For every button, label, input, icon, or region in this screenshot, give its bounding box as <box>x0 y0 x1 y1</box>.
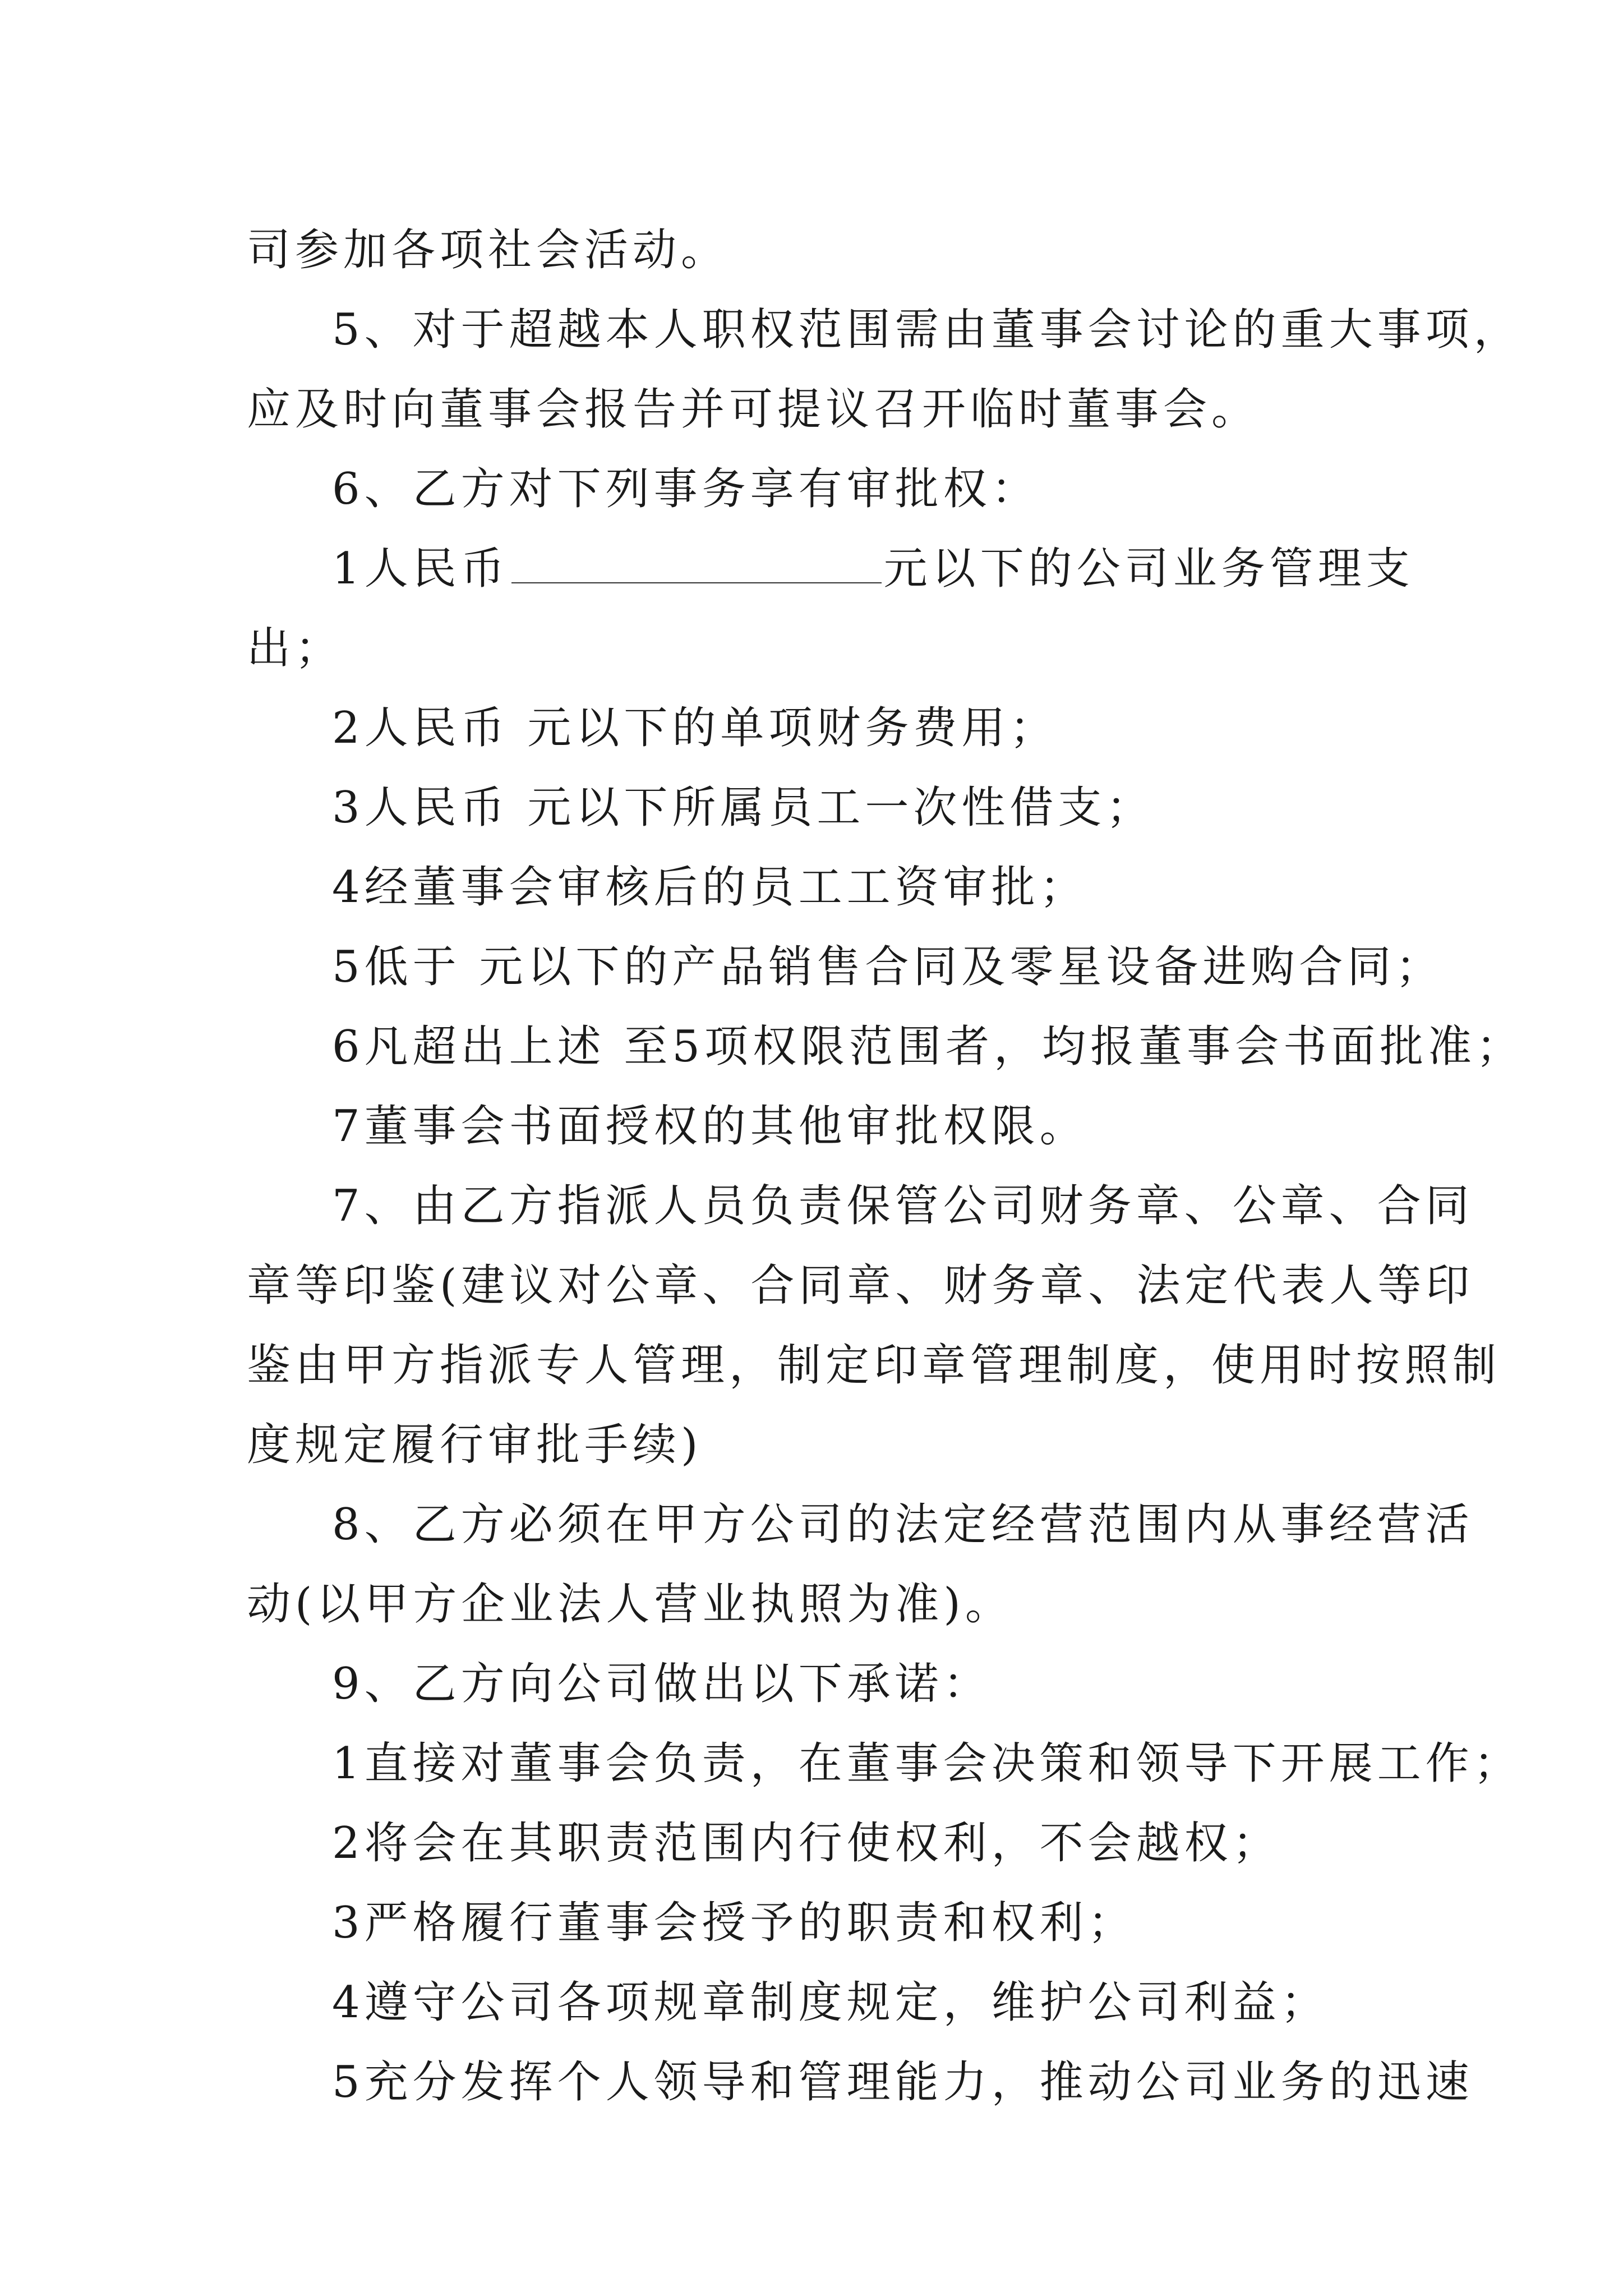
text-line: 4经董事会审核后的员工工资审批； <box>332 862 1088 913</box>
text-line: 6、乙方对下列事务享有审批权： <box>332 464 1040 514</box>
text-line: 2将会在其职责范围内行使权利，不会越权； <box>332 1818 1281 1869</box>
text-line: 4遵守公司各项规章制度规定，维护公司利益； <box>332 1977 1329 2028</box>
text-line: 3严格履行董事会授予的职责和权利； <box>332 1898 1136 1948</box>
text-line: 2人民币 元以下的单项财务费用； <box>332 703 1058 753</box>
text-line: 8、乙方必须在甲方公司的法定经营范围内从事经营活 <box>332 1499 1474 1550</box>
text-line: 出； <box>247 623 344 674</box>
text-line: 动(以甲方企业法人营业执照为准)。 <box>247 1579 1013 1630</box>
text-line: 9、乙方向公司做出以下承诺： <box>332 1659 992 1709</box>
line-prefix: 1人民币 <box>332 544 509 594</box>
text-line: 5低于 元以下的产品销售合同及零星设备进购合同； <box>332 942 1444 992</box>
text-line: 3人民币 元以下所属员工一次性借支； <box>332 783 1155 833</box>
text-line: 应及时向董事会报告并可提议召开临时董事会。 <box>247 384 1260 435</box>
text-line: 7、由乙方指派人员负责保管公司财务章、公章、合同 <box>332 1181 1474 1231</box>
fill-in-blank <box>511 543 882 583</box>
text-line: 7董事会书面授权的其他审批权限。 <box>332 1101 1088 1152</box>
text-line: 鉴由甲方指派专人管理，制定印章管理制度，使用时按照制 <box>247 1340 1501 1391</box>
text-line-with-blank <box>247 529 1414 609</box>
text-line: 5充分发挥个人领导和管理能力，推动公司业务的迅速 <box>332 2057 1474 2108</box>
text-line: 章等印鉴(建议对公章、合同章、财务章、法定代表人等印 <box>247 1260 1474 1311</box>
text-line: 5、对于超越本人职权范围需由董事会讨论的重大事项， <box>332 305 1522 355</box>
document-body <box>247 210 1525 2122</box>
line-suffix: 元以下的公司业务管理支 <box>883 544 1414 594</box>
text-line: 1直接对董事会负责，在董事会决策和领导下开展工作； <box>332 1738 1522 1789</box>
text-line: 6凡超出上述 至5项权限范围者，均报董事会书面批准； <box>332 1022 1525 1072</box>
text-line: 司参加各项社会活动。 <box>247 225 730 275</box>
text-line: 度规定履行审批手续) <box>247 1420 703 1470</box>
